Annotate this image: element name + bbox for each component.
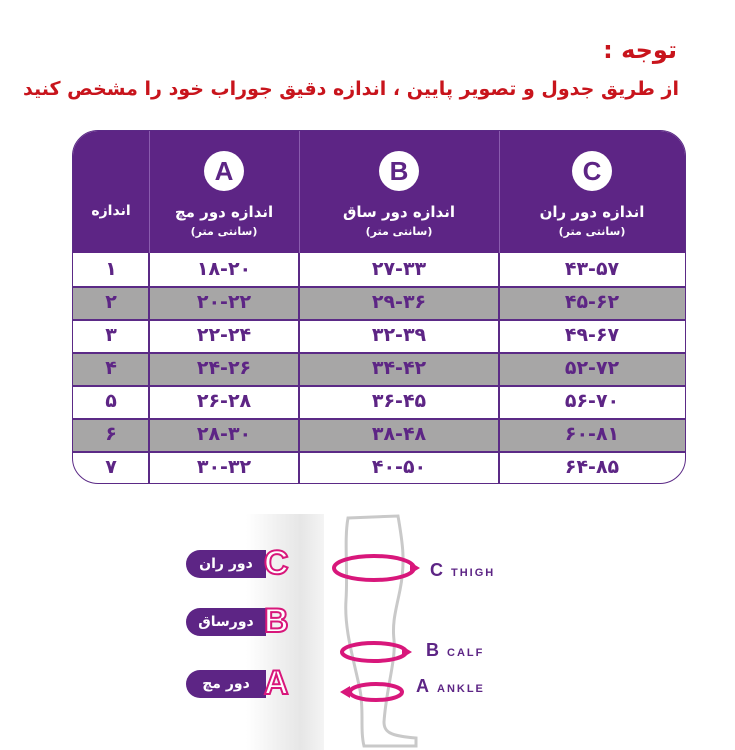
calf-letter-badge: B — [379, 151, 419, 191]
row-divider — [73, 286, 685, 288]
legend-thigh-letter: C — [430, 560, 443, 580]
row-divider — [73, 352, 685, 354]
label-ankle-letter: A — [264, 664, 289, 702]
note-title: توجه : — [603, 36, 677, 64]
label-ankle — [186, 664, 289, 702]
cell-size: ۱ — [105, 258, 117, 280]
header-ankle-unit: (سانتی متر) — [190, 225, 258, 238]
cell-calf: ۲۹-۳۶ — [371, 291, 427, 313]
cell-thigh: ۴۳-۵۷ — [564, 258, 620, 280]
cell-size: ۷ — [105, 456, 117, 478]
cell-calf: ۳۴-۴۲ — [371, 357, 427, 379]
table-header — [73, 131, 685, 253]
ankle-letter-badge: A — [204, 151, 244, 191]
header-thigh-unit: (سانتی متر) — [558, 225, 626, 238]
table-row — [73, 319, 685, 352]
cell-ankle: ۲۴-۲۶ — [196, 357, 252, 379]
column-divider — [148, 253, 150, 483]
header-thigh — [499, 131, 685, 253]
legend-thigh — [430, 560, 495, 581]
legend-thigh-word: THIGH — [451, 567, 496, 579]
cell-calf: ۳۲-۳۹ — [371, 324, 427, 346]
cell-calf: ۲۷-۳۳ — [371, 258, 427, 280]
label-calf-text: دورساق — [186, 608, 266, 636]
cell-thigh: ۴۵-۶۲ — [564, 291, 620, 313]
legend-ankle-letter: A — [416, 676, 429, 696]
cell-ankle: ۲۲-۲۴ — [196, 324, 252, 346]
measurement-diagram — [0, 500, 735, 750]
cell-ankle: ۳۰-۳۲ — [196, 456, 252, 478]
table-row — [73, 352, 685, 385]
cell-thigh: ۵۲-۷۲ — [564, 357, 620, 379]
table-row — [73, 253, 685, 286]
cell-calf: ۳۸-۴۸ — [371, 423, 427, 445]
row-divider — [73, 418, 685, 420]
legend-ankle — [416, 676, 485, 697]
table-row — [73, 385, 685, 418]
cell-thigh: ۶۰-۸۱ — [564, 423, 620, 445]
table-row — [73, 286, 685, 319]
legend-ankle-word: ANKLE — [437, 683, 485, 695]
legend-calf-word: CALF — [447, 647, 485, 659]
cell-thigh: ۶۴-۸۵ — [564, 456, 620, 478]
label-thigh — [186, 544, 289, 582]
leg-outline — [346, 516, 416, 746]
ankle-arrow-icon — [340, 686, 350, 698]
header-thigh-title: اندازه دور ران — [539, 203, 645, 221]
label-thigh-letter: C — [264, 544, 289, 582]
legend-calf-letter: B — [426, 640, 439, 660]
cell-size: ۲ — [105, 291, 117, 313]
cell-ankle: ۱۸-۲۰ — [196, 258, 252, 280]
table-row — [73, 451, 685, 484]
leg-illustration — [330, 510, 450, 750]
row-divider — [73, 385, 685, 387]
cell-size: ۳ — [105, 324, 117, 346]
header-ankle-title: اندازه دور مچ — [174, 203, 274, 221]
cell-calf: ۳۶-۴۵ — [371, 390, 427, 412]
header-calf-title: اندازه دور ساق — [343, 203, 455, 221]
size-table — [72, 130, 686, 484]
header-size — [73, 131, 149, 253]
column-divider — [498, 253, 500, 483]
header-ankle — [149, 131, 299, 253]
table-row — [73, 418, 685, 451]
label-calf — [186, 602, 289, 640]
cell-ankle: ۲۸-۳۰ — [196, 423, 252, 445]
cell-thigh: ۵۶-۷۰ — [564, 390, 620, 412]
row-divider — [73, 319, 685, 321]
cell-size: ۴ — [105, 357, 117, 379]
calf-arrow-icon — [402, 646, 412, 658]
cell-thigh: ۴۹-۶۷ — [564, 324, 620, 346]
cell-calf: ۴۰-۵۰ — [371, 456, 427, 478]
header-size-title: اندازه — [91, 203, 131, 219]
header-calf-unit: (سانتی متر) — [365, 225, 433, 238]
label-thigh-text: دور ران — [186, 550, 266, 578]
thigh-arrow-icon — [410, 562, 420, 574]
note-text: از طریق جدول و تصویر پایین ، اندازه دقیق جوراب خود را مشخص کنید — [23, 78, 679, 100]
row-divider — [73, 451, 685, 453]
cell-size: ۶ — [105, 423, 117, 445]
label-ankle-text: دور مچ — [186, 670, 266, 698]
column-divider — [298, 253, 300, 483]
header-calf — [299, 131, 499, 253]
label-calf-letter: B — [264, 602, 289, 640]
cell-size: ۵ — [105, 390, 117, 412]
legend-calf — [426, 640, 484, 661]
cell-ankle: ۲۰-۲۲ — [196, 291, 252, 313]
cell-ankle: ۲۶-۲۸ — [196, 390, 252, 412]
thigh-letter-badge: C — [572, 151, 612, 191]
header-divider — [499, 131, 500, 253]
